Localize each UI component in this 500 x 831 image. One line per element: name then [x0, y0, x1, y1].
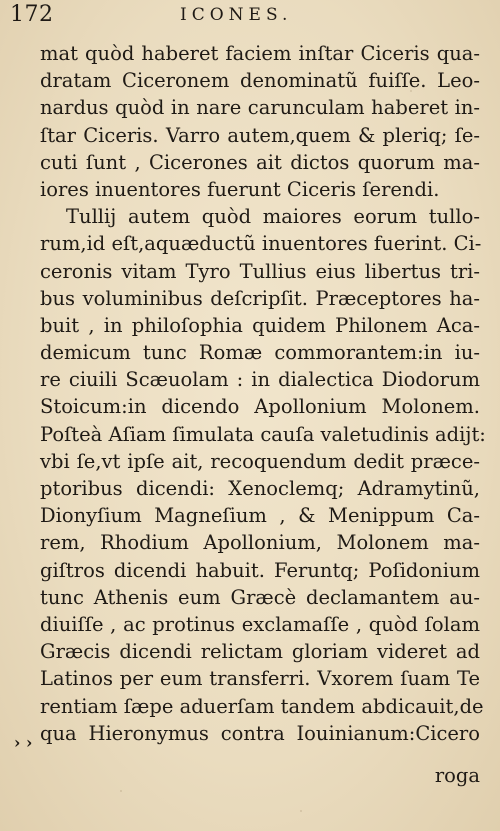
text-line: rum,id eſt,aquæductũ inuentores fuerint. Ci- [40, 232, 482, 256]
quotation-margin-mark: › › [14, 733, 33, 752]
text-line: rentiam ſæpe aduerſam tandem abdicauit,de [40, 694, 484, 718]
text-line: mat quòd haberet faciem inſtar Ciceris qua- [40, 42, 480, 65]
text-line: vbi ſe,vt ipſe ait, recoquendum dedit præce- [40, 449, 480, 473]
text-line: cuti ſunt , Cicerones ait dictos quorum ma- [40, 150, 480, 174]
text-line: ceronis vitam Tyro Tullius eius libertus tri- [40, 259, 480, 283]
text-line: Poſteà Aſiam ſimulata cauſa valetudinis adijt: [40, 422, 486, 446]
running-head: ICONES. [180, 5, 293, 25]
text-line: dratam Ciceronem denominatũ fuiſſe. Leo- [40, 69, 480, 93]
text-line: re ciuili Scæuolam : in dialectica Diodorum [40, 368, 480, 392]
page-header [0, 2, 500, 28]
text-line: diuiſſe , ac protinus exclamaſſe , quòd ſolam [40, 612, 480, 636]
text-line: Latinos per eum transferri. Vxorem ſuam Te [40, 667, 480, 691]
text-line: ptoribus dicendi: Xenoclemq; Adramytinũ, [40, 477, 480, 500]
text-line: iores inuentores fuerunt Ciceris ſerendi. [40, 177, 440, 201]
text-line: rem, Rhodium Apollonium, Molonem ma- [40, 531, 480, 555]
text-line: bus voluminibus deſcripſit. Præceptores ha- [40, 286, 480, 310]
body-text [40, 40, 486, 747]
text-line: tunc Athenis eum Græcè declamantem au- [40, 585, 480, 609]
text-line: qua Hieronymus contra Iouinianum:Cicero [40, 721, 480, 745]
text-line: demicum tunc Romæ commorantem:in iu- [40, 341, 480, 365]
page-number: 172 [10, 2, 54, 27]
text-line: ſtar Ciceris. Varro autem,quem & pleriq; ſe- [40, 123, 480, 147]
catchword: roga [434, 764, 480, 787]
text-line: buit , in philoſophia quidem Philonem Aca- [40, 313, 480, 337]
text-line: Tullij autem quòd maiores eorum tullo- [66, 205, 480, 229]
text-line: nardus quòd in nare carunculam haberet in- [40, 96, 480, 120]
text-line: Dionyſium Magneſium , & Menippum Ca- [40, 504, 480, 528]
text-line: Stoicum:in dicendo Apollonium Molonem. [40, 395, 480, 419]
text-line: giſtros dicendi habuit. Feruntq; Poſidonium [40, 558, 480, 582]
text-line: Græcis dicendi relictam gloriam videret ad [40, 640, 480, 664]
